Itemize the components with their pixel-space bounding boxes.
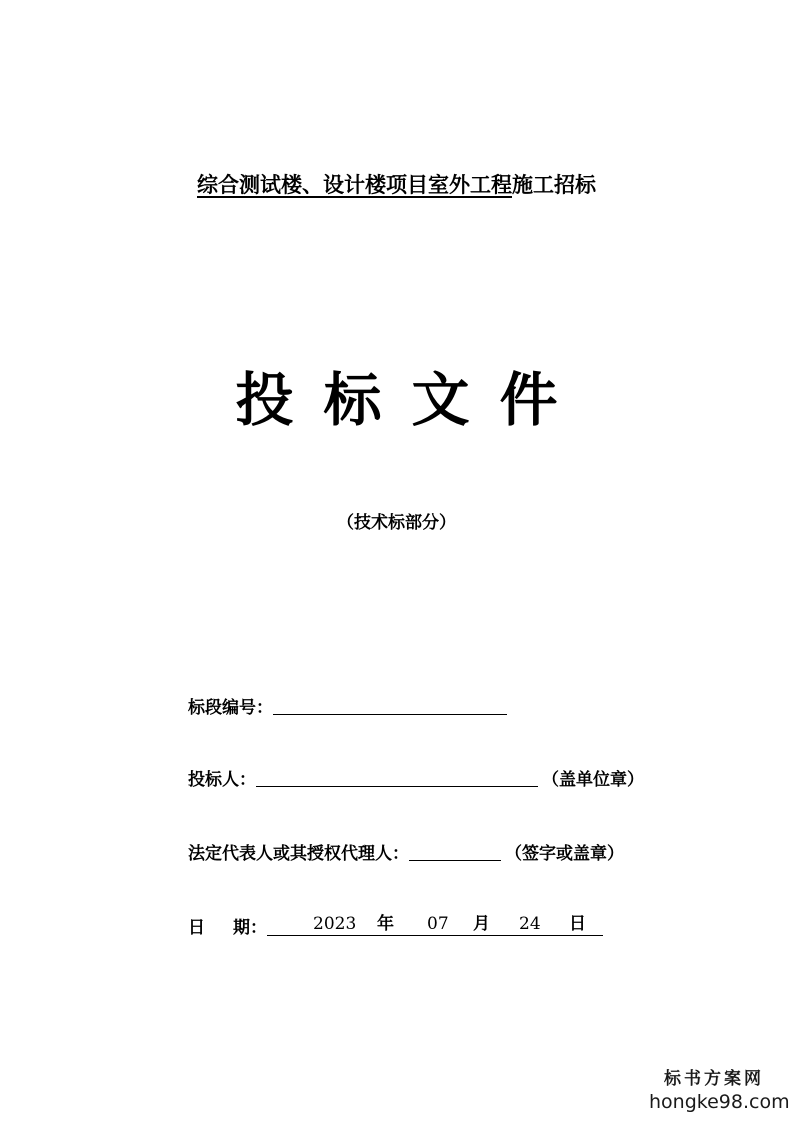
representative-field bbox=[188, 838, 624, 864]
document-subtitle: （技术标部分） bbox=[337, 513, 456, 533]
bidder-label: 投标人： bbox=[188, 770, 256, 790]
date-day-unit: 日 bbox=[569, 914, 586, 934]
date-day: 24 bbox=[519, 914, 541, 934]
project-title-rest: 施工招标 bbox=[512, 172, 596, 197]
date-field bbox=[188, 910, 603, 936]
bidder-suffix: （盖单位章） bbox=[542, 770, 644, 790]
date-year-unit: 年 bbox=[377, 914, 394, 934]
bidder-blank[interactable] bbox=[256, 766, 538, 787]
watermark bbox=[649, 1068, 790, 1114]
date-blank[interactable] bbox=[267, 913, 603, 936]
bidder-field bbox=[188, 764, 644, 790]
document-title: 投标文件 bbox=[235, 366, 588, 434]
date-year: 2023 bbox=[313, 914, 357, 934]
date-label-1: 日 bbox=[188, 918, 205, 938]
date-label-2: 期： bbox=[233, 918, 267, 938]
representative-blank[interactable] bbox=[409, 840, 501, 861]
watermark-site-name: 标书方案网 bbox=[664, 1069, 764, 1089]
representative-label: 法定代表人或其授权代理人： bbox=[188, 844, 409, 864]
date-month-unit: 月 bbox=[473, 914, 490, 934]
project-title-underlined: 综合测试楼、设计楼项目室外工程 bbox=[197, 172, 512, 197]
section-number-blank[interactable] bbox=[273, 694, 507, 715]
project-title bbox=[0, 170, 793, 200]
representative-suffix: （签字或盖章） bbox=[505, 844, 624, 864]
watermark-url: hongke98.com bbox=[649, 1091, 790, 1113]
section-number-label: 标段编号： bbox=[188, 698, 273, 718]
section-number-field bbox=[188, 692, 507, 718]
date-month: 07 bbox=[427, 914, 449, 934]
